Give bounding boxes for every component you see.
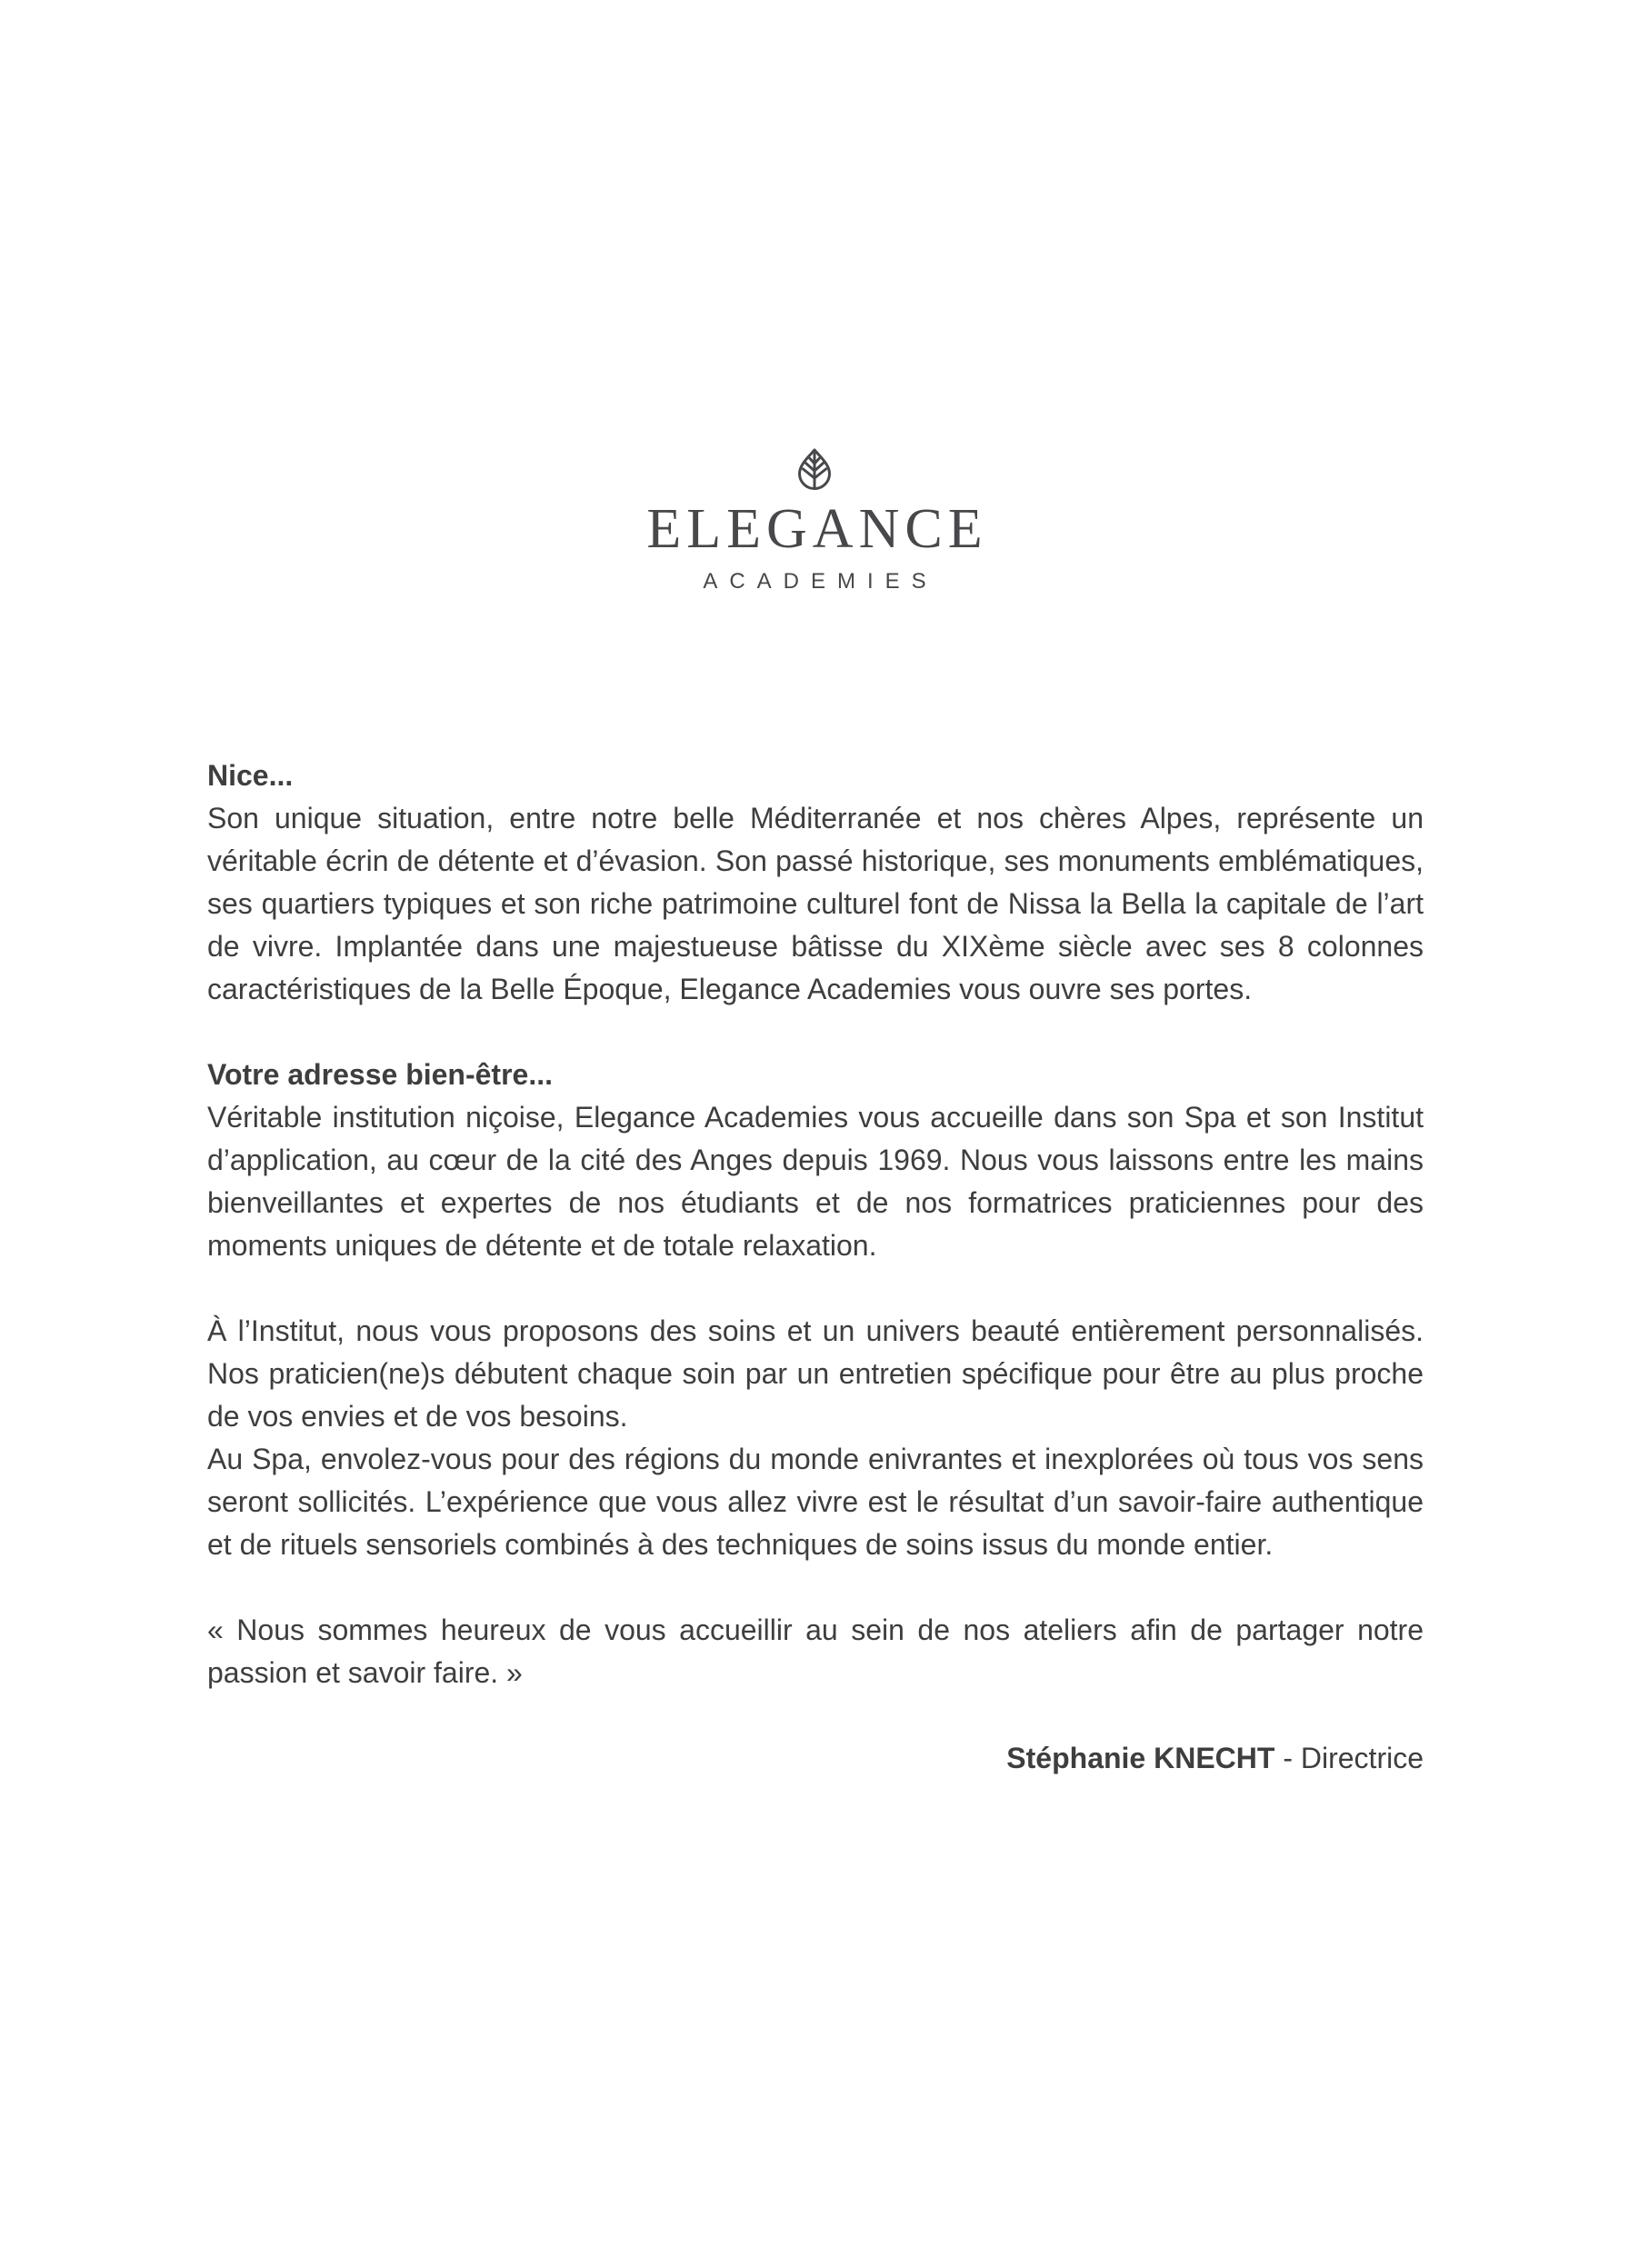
- section-heading-adresse: Votre adresse bien-être...: [207, 1058, 553, 1091]
- paragraph-spa: Au Spa, envolez-vous pour des régions du monde enivrantes et inexplorées où tous vos sens seront sollicités. L’expérience que vous allez vivre est le résultat d’un savoir-faire authentique et de rituels sensoriels combinés à des techniques de soins issus du monde entier.: [207, 1443, 1424, 1561]
- signature-name: Stéphanie KNECHT: [1006, 1742, 1275, 1774]
- brand-subtitle: ACADEMIES: [703, 569, 938, 594]
- paragraph-institution: Véritable institution niçoise, Elegance Academies vous accueille dans son Spa et son Institut d’application, au cœur de la cité des Anges depuis 1969. Nous vous laissons entre les mains bienveillantes et expertes de nos étudiants et de nos formatrices praticiennes pour des moments uniques de détente et de totale relaxation.: [207, 1101, 1424, 1262]
- brand-logo: [0, 447, 1629, 594]
- quote: « Nous sommes heureux de vous accueillir au sein de nos ateliers afin de partager notre passion et savoir faire. »: [207, 1614, 1424, 1689]
- paragraph-institut: À l’Institut, nous vous proposons des soins et un univers beauté entièrement personnalisés. Nos praticien(ne)s débutent chaque soin par un entretien spécifique pour être au plus proche de vos envies et de vos besoins.: [207, 1314, 1424, 1433]
- signature: [207, 1737, 1424, 1780]
- signature-role: - Directrice: [1274, 1742, 1424, 1774]
- paragraph-nice: Son unique situation, entre notre belle Méditerranée et nos chères Alpes, représente un véritable écrin de détente et d’évasion. Son passé historique, ses monuments emblématiques, ses quartiers typiques et son riche patrimoine culturel font de Nissa la Bella la capitale de l’art de vivre. Implantée dans une majestueuse bâtisse du XIXème siècle avec ses 8 colonnes caractéristiques de la Belle Époque, Elegance Academies vous ouvre ses portes.: [207, 802, 1424, 1005]
- section-heading-nice: Nice...: [207, 759, 294, 792]
- brand-wordmark: ELEGANCE: [646, 498, 988, 560]
- leaf-icon: [795, 447, 834, 491]
- document-body: [207, 754, 1424, 1780]
